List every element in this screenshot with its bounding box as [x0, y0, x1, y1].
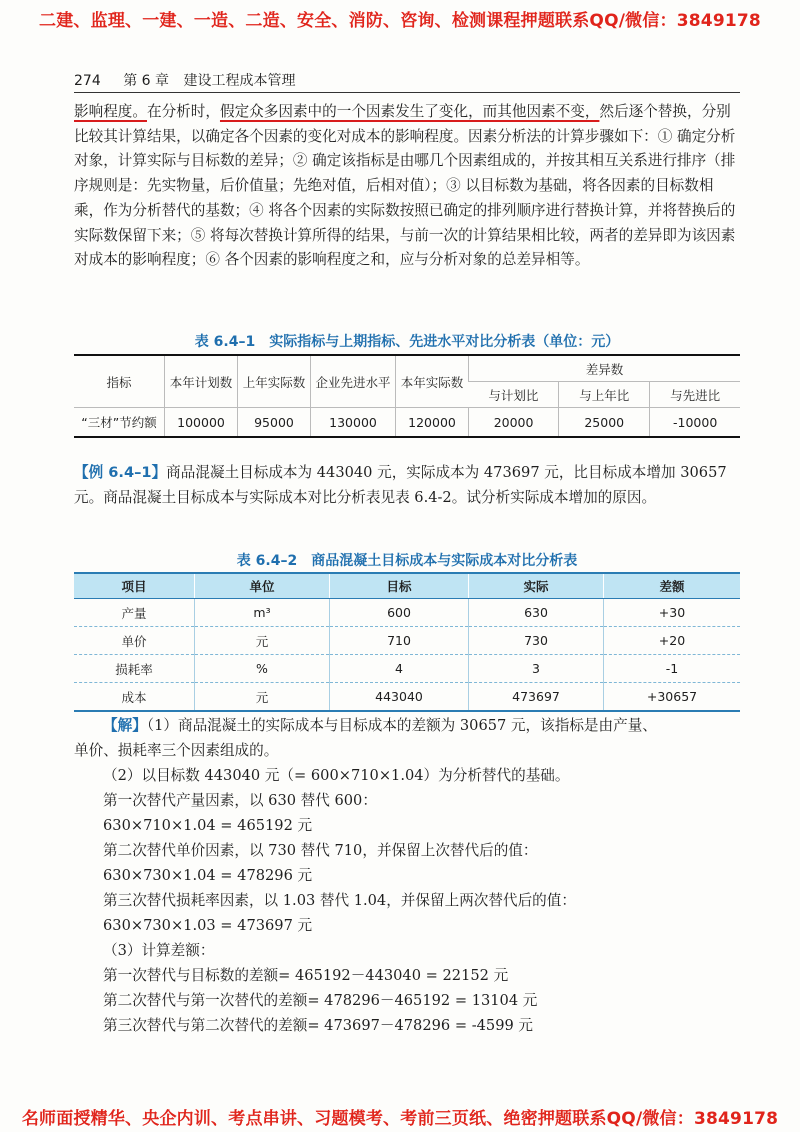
- table-cell: 630: [469, 599, 604, 627]
- table-row: [74, 683, 740, 712]
- table-cell: 130000: [311, 408, 396, 438]
- solution-block: [74, 713, 740, 1038]
- chapter-title: 建设工程成本管理: [183, 73, 296, 89]
- table-cell: 成本: [74, 683, 195, 712]
- table-1-caption: 表 6.4–1 实际指标与上期指标、先进水平对比分析表（单位：元）: [194, 334, 620, 350]
- table-row: [74, 599, 740, 627]
- example-label: 【例 6.4–1】: [74, 464, 167, 481]
- table-subheader-cell: 与先进比: [650, 382, 740, 408]
- table-cell: 710: [330, 627, 469, 655]
- paragraph-text: 然后逐个替换，分别比较其计算结果，以确定各个因素的变化对成本的影响程度。因素分析法的计算步骤如下：① 确定分析对象，计算实际与目标数的差异；② 确定该指标是由哪几个因素组成的，并按其相互关系进行排序（排序规则是：先实物量，后价值量；先绝对值，后相对值）；③ 以目标数为基础，将各因素的目标数相乘，作为分析替代的基数；④ 将各个因素的实际数按照已确定的排列顺序进行替换计算，并将替换后的实际数保留下来；⑤ 将每次替换计算所得的结果，与前一次的计算结果相比较，两者的差异即为该因素对成本的影响程度；⑥ 各个因素的影响程度之和，应与分析对象的总差异相等。: [74, 103, 736, 269]
- table-subheader-cell: 与计划比: [469, 382, 559, 408]
- table-cell: 730: [469, 627, 604, 655]
- table-cell: +30657: [604, 683, 741, 712]
- table-cell: 3: [469, 655, 604, 683]
- table-cell: 元: [195, 627, 330, 655]
- table-header-row: [74, 573, 740, 599]
- solution-line: [74, 713, 740, 738]
- table-row: [74, 408, 740, 438]
- table-cell: 600: [330, 599, 469, 627]
- table-cell: 产量: [74, 599, 195, 627]
- solution-line: 单价、损耗率三个因素组成的。: [74, 742, 279, 759]
- table-cell: +20: [604, 627, 741, 655]
- chapter-number: 第 6 章: [123, 73, 169, 89]
- table-cell: 4: [330, 655, 469, 683]
- solution-line: 第一次替代与目标数的差额= 465192－443040 = 22152 元: [103, 967, 509, 984]
- solution-line: 第一次替代产量因素，以 630 替代 600：: [103, 792, 377, 809]
- table-header-cell: 单位: [195, 573, 330, 599]
- page-header: [74, 70, 295, 90]
- table-header-cell: 差异数: [469, 355, 741, 382]
- solution-label: 【解】: [103, 717, 147, 734]
- solution-line: 第三次替代与第二次替代的差额= 473697－478296 = -4599 元: [103, 1017, 534, 1034]
- solution-line: 630×730×1.03 = 473697 元: [103, 917, 313, 934]
- table-cell: 120000: [396, 408, 469, 438]
- table-header-cell: 差额: [604, 573, 741, 599]
- body-paragraph: [74, 100, 740, 273]
- solution-line: 第二次替代与第一次替代的差额= 478296－465192 = 13104 元: [103, 992, 538, 1009]
- table-cell: 元: [195, 683, 330, 712]
- table-row: [74, 655, 740, 683]
- underlined-phrase: 假定众多因素中的一个因素发生了变化，而其他因素不变，: [219, 103, 600, 120]
- table-header-cell: 本年计划数: [165, 355, 238, 408]
- table-cell: “三材”节约额: [74, 408, 165, 438]
- table-header-cell: 目标: [330, 573, 469, 599]
- solution-line: 第二次替代单价因素，以 730 替代 710，并保留上次替代后的值：: [103, 842, 538, 859]
- table-subheader-cell: 与上年比: [559, 382, 650, 408]
- table-cell: 20000: [469, 408, 559, 438]
- top-ad-banner: 二建、监理、一建、一造、二造、安全、消防、咨询、检测课程押题联系QQ/微信：3849178: [39, 11, 761, 31]
- table-cell: -1: [604, 655, 741, 683]
- table-header-cell: 项目: [74, 573, 195, 599]
- table-cell: 473697: [469, 683, 604, 712]
- table-header-cell: 本年实际数: [396, 355, 469, 408]
- solution-line: 630×730×1.04 = 478296 元: [103, 867, 313, 884]
- table-cell: 25000: [559, 408, 650, 438]
- table-cell: 单价: [74, 627, 195, 655]
- table-2-caption: 表 6.4–2 商品混凝土目标成本与实际成本对比分析表: [236, 553, 578, 569]
- solution-line: （3）计算差额：: [103, 942, 215, 959]
- page-number: 274: [74, 73, 101, 89]
- table-header-cell: 上年实际数: [238, 355, 311, 408]
- table-cell: %: [195, 655, 330, 683]
- table-row: [74, 627, 740, 655]
- table-cell: -10000: [650, 408, 740, 438]
- table-cell: 443040: [330, 683, 469, 712]
- bottom-ad-banner: 名师面授精华、央企内训、考点串讲、习题模考、考前三页纸、绝密押题联系QQ/微信：3849178: [21, 1109, 779, 1129]
- table-cell: +30: [604, 599, 741, 627]
- header-divider: [74, 92, 740, 93]
- solution-line: 第三次替代损耗率因素，以 1.03 替代 1.04，并保留上两次替代后的值：: [103, 892, 576, 909]
- table-cell: m³: [195, 599, 330, 627]
- solution-line: 630×710×1.04 = 465192 元: [103, 817, 313, 834]
- table-cell: 95000: [238, 408, 311, 438]
- cost-comparison-table: [74, 572, 740, 712]
- example-text: 商品混凝土目标成本为 443040 元，实际成本为 473697 元，比目标成本增加 30657 元。商品混凝土目标成本与实际成本对比分析表见表 6.4-2。试分析实际成本增加的原因。: [74, 464, 727, 506]
- solution-line: （2）以目标数 443040 元（= 600×710×1.04）为分析替代的基础。: [103, 767, 570, 784]
- paragraph-text: 在分析时，: [146, 103, 220, 120]
- example-paragraph: [74, 460, 740, 510]
- solution-text: （1）商品混凝土的实际成本与目标成本的差额为 30657 元，该指标是由产量、: [146, 717, 657, 734]
- underlined-phrase: 影响程度。: [74, 103, 147, 120]
- table-cell: 损耗率: [74, 655, 195, 683]
- comparison-table: [74, 354, 740, 438]
- table-header-cell: 企业先进水平: [311, 355, 396, 408]
- table-cell: 100000: [165, 408, 238, 438]
- table-header-cell: 实际: [469, 573, 604, 599]
- table-header-cell: 指标: [106, 374, 132, 390]
